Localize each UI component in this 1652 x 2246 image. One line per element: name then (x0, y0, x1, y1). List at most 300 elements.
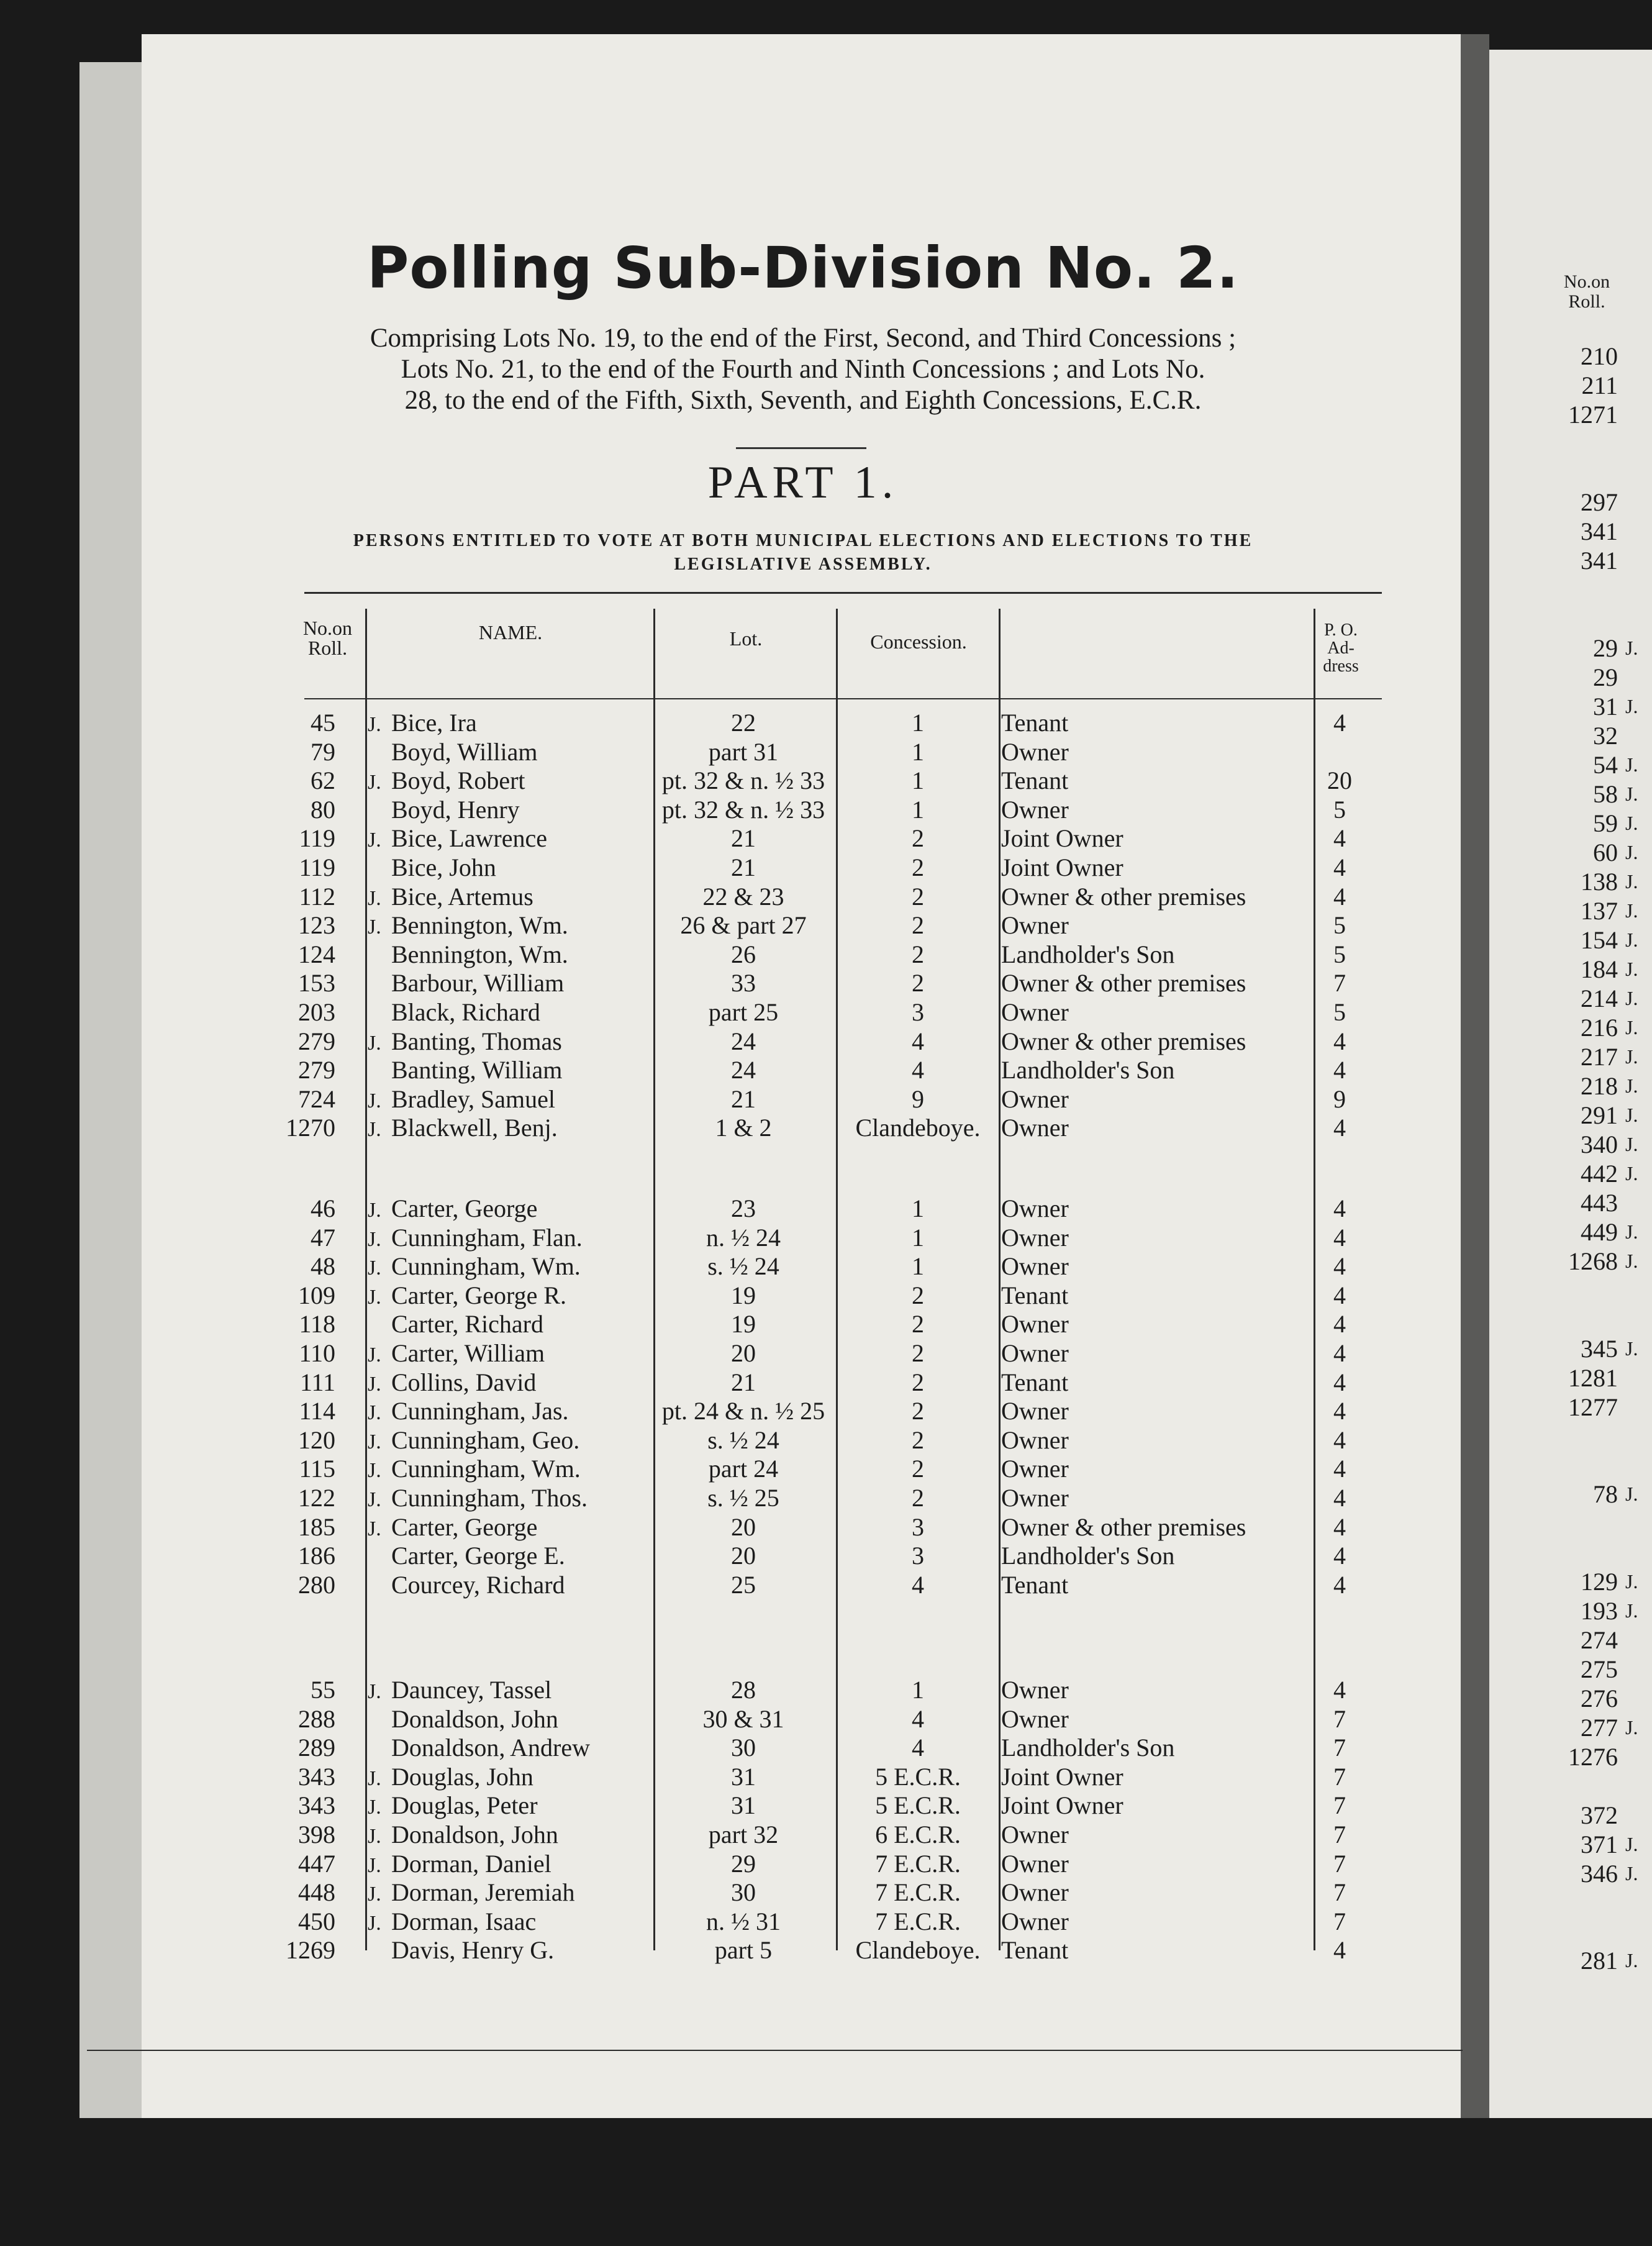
juror-mark: J. (368, 1796, 381, 1819)
name-cell (368, 1084, 653, 1116)
adjacent-roll-number: 214 (1581, 984, 1618, 1012)
juror-mark: J. (368, 1032, 381, 1055)
roll-number: 124 (298, 940, 335, 968)
name-cell (368, 795, 653, 824)
juror-mark: J. (368, 1344, 381, 1366)
juror-mark: J. (368, 1118, 381, 1141)
adjacent-juror-mark: J. (1625, 987, 1638, 1009)
lot-cell: part 5 (714, 1936, 773, 1964)
po-address-cell: 4 (1333, 853, 1346, 881)
concession-cell: 3 (912, 1542, 924, 1570)
entitled-line-2: LEGISLATIVE ASSEMBLY. (674, 555, 932, 574)
voter-name: Cunningham, Wm. (391, 1252, 581, 1280)
name-cell (368, 1281, 653, 1312)
table-row (0, 1907, 1652, 1936)
table-row (0, 1512, 1652, 1542)
roll-number: 122 (298, 1484, 335, 1512)
description-cell: Tenant (1001, 1571, 1069, 1599)
roll-number: 118 (299, 1310, 335, 1338)
concession-cell: 2 (912, 1310, 924, 1338)
po-address-cell: 20 (1327, 766, 1352, 794)
roll-number: 279 (298, 1027, 335, 1055)
description-cell: Owner (1001, 1397, 1069, 1425)
name-cell (368, 1055, 653, 1084)
roll-number: 46 (311, 1194, 335, 1222)
concession-cell: 7 E.C.R. (875, 1878, 961, 1906)
voter-name: Donaldson, John (391, 1705, 558, 1733)
roll-number: 109 (298, 1281, 335, 1309)
lot-cell: 20 (731, 1513, 756, 1541)
description-cell: Tenant (1001, 709, 1069, 737)
table-row (0, 1570, 1652, 1599)
roll-number: 185 (298, 1513, 335, 1541)
concession-cell: 7 E.C.R. (875, 1850, 961, 1878)
po-address-cell: 4 (1333, 1542, 1346, 1570)
adjacent-juror-mark: J. (1625, 841, 1638, 863)
table-row (0, 1935, 1652, 1965)
voter-name: Boyd, Henry (391, 796, 520, 824)
po-address-cell: 5 (1333, 911, 1346, 939)
name-cell (368, 882, 653, 913)
concession-cell: 4 (912, 1705, 924, 1733)
adjacent-juror-mark: J. (1625, 783, 1638, 805)
lot-cell: pt. 32 & n. ½ 33 (661, 766, 825, 794)
po-address-cell: 4 (1333, 1455, 1346, 1483)
name-cell (368, 1339, 653, 1370)
voter-name: Donaldson, John (391, 1821, 558, 1848)
adjacent-juror-mark: J. (1625, 870, 1638, 893)
description-cell: Owner (1001, 1878, 1069, 1906)
concession-cell: 2 (912, 940, 924, 968)
table-row (0, 1339, 1652, 1368)
table-row (0, 737, 1652, 766)
roll-number: 289 (298, 1734, 335, 1762)
juror-mark: J. (368, 887, 381, 910)
description-cell: Landholder's Son (1001, 940, 1175, 968)
table-row (0, 1396, 1652, 1425)
adjacent-roll-number: 59 (1593, 809, 1618, 837)
description-cell: Owner (1001, 1339, 1069, 1367)
voter-name: Blackwell, Benj. (391, 1114, 558, 1142)
po-address-cell: 4 (1333, 1310, 1346, 1338)
adjacent-roll-number: 193 (1581, 1597, 1618, 1625)
concession-cell: 2 (912, 1339, 924, 1367)
adjacent-roll-number: 346 (1581, 1860, 1618, 1888)
description-cell: Landholder's Son (1001, 1056, 1175, 1084)
voter-name: Douglas, Peter (391, 1791, 538, 1819)
lot-cell: 26 & part 27 (680, 911, 807, 939)
description-cell: Owner (1001, 1085, 1069, 1113)
name-cell (368, 1541, 653, 1570)
roll-number: 110 (299, 1339, 335, 1367)
table-row (0, 1849, 1652, 1878)
concession-cell: 7 E.C.R. (875, 1907, 961, 1935)
concession-cell: 4 (912, 1571, 924, 1599)
po-address-cell: 7 (1333, 1791, 1346, 1819)
juror-mark: J. (368, 1228, 381, 1251)
adjacent-juror-mark: J. (1625, 812, 1638, 834)
po-address-cell: 7 (1333, 1734, 1346, 1762)
description-cell: Owner (1001, 1907, 1069, 1935)
adjacent-juror-mark: J. (1625, 899, 1638, 922)
po-address-cell: 7 (1333, 1850, 1346, 1878)
header-concession: Concession. (870, 630, 967, 653)
concession-cell: 4 (912, 1734, 924, 1762)
voter-name: Dorman, Daniel (391, 1850, 551, 1878)
voter-name: Bradley, Samuel (391, 1085, 556, 1113)
concession-cell: 2 (912, 1484, 924, 1512)
adjacent-juror-mark: J. (1625, 1104, 1638, 1126)
lot-cell: 19 (731, 1281, 756, 1309)
name-cell (368, 1849, 653, 1880)
adjacent-roll-number: 371 (1581, 1830, 1618, 1858)
table-row (0, 1820, 1652, 1849)
name-cell (368, 853, 653, 882)
adjacent-roll-number: 217 (1581, 1043, 1618, 1071)
adjacent-juror-mark: J. (1625, 1599, 1638, 1622)
adjacent-juror-mark: J. (1625, 1045, 1638, 1068)
adjacent-header-roll: No.on Roll. (1563, 271, 1610, 312)
adjacent-roll-number: 210 (1581, 342, 1618, 370)
adjacent-roll-number: 297 (1581, 488, 1618, 516)
adjacent-roll-number: 184 (1581, 955, 1618, 983)
adjacent-roll-number: 31 (1593, 693, 1618, 721)
po-address-cell: 4 (1333, 1224, 1346, 1252)
concession-cell: 2 (912, 911, 924, 939)
table-row (0, 1733, 1652, 1762)
name-cell (368, 1113, 653, 1144)
description-cell: Owner (1001, 1426, 1069, 1454)
voter-name: Bennington, Wm. (391, 911, 568, 939)
adjacent-roll-number: 129 (1581, 1568, 1618, 1596)
adjacent-juror-mark: J. (1625, 1337, 1638, 1360)
roll-number: 119 (299, 824, 335, 852)
table-top-rule (304, 592, 1382, 594)
lot-cell: 24 (731, 1056, 756, 1084)
description-cell: Owner (1001, 1705, 1069, 1733)
table-row (0, 968, 1652, 998)
description-cell: Joint Owner (1001, 1791, 1123, 1819)
adjacent-roll-number: 274 (1581, 1626, 1618, 1654)
voter-name: Douglas, John (391, 1763, 533, 1791)
po-address-cell: 5 (1333, 998, 1346, 1026)
adjacent-roll-number: 154 (1581, 926, 1618, 954)
lot-cell: 29 (731, 1850, 756, 1878)
adjacent-juror-mark: J. (1625, 1716, 1638, 1739)
po-address-cell: 7 (1333, 1878, 1346, 1906)
header-bottom-rule (304, 698, 1382, 699)
adjacent-roll-number: 443 (1581, 1189, 1618, 1217)
adjacent-juror-mark: J. (1625, 1221, 1638, 1243)
voter-name: Bennington, Wm. (391, 940, 568, 968)
name-cell (368, 1027, 653, 1058)
roll-number: 288 (298, 1705, 335, 1733)
name-cell (368, 1309, 653, 1339)
lot-cell: part 25 (708, 998, 779, 1026)
name-cell (368, 1223, 653, 1254)
name-cell (368, 1570, 653, 1599)
adjacent-roll-number: 218 (1581, 1072, 1618, 1100)
table-row (0, 795, 1652, 824)
po-address-cell: 5 (1333, 796, 1346, 824)
header-name: NAME. (478, 621, 543, 643)
concession-cell: 2 (912, 1397, 924, 1425)
voter-name: Cunningham, Wm. (391, 1455, 581, 1483)
adjacent-roll-number: 58 (1593, 780, 1618, 808)
po-address-cell: 4 (1333, 1194, 1346, 1222)
lot-cell: 19 (731, 1310, 756, 1338)
entitled-line-1: PERSONS ENTITLED TO VOTE AT BOTH MUNICIPAL ELECTIONS AND ELECTIONS TO THE (353, 531, 1253, 550)
juror-mark: J. (368, 1401, 381, 1424)
description-cell: Joint Owner (1001, 824, 1123, 852)
name-cell (368, 1791, 653, 1822)
part-rule (736, 447, 866, 449)
table-row (0, 708, 1652, 737)
table-row (0, 1113, 1652, 1142)
voter-name: Barbour, William (391, 969, 565, 997)
description-cell: Owner (1001, 1484, 1069, 1512)
description-cell: Owner (1001, 1194, 1069, 1222)
roll-number: 450 (298, 1907, 335, 1935)
roll-number: 123 (298, 911, 335, 939)
adjacent-juror-mark: J. (1625, 1250, 1638, 1272)
lot-cell: 30 & 31 (702, 1705, 784, 1733)
concession-cell: 2 (912, 853, 924, 881)
po-address-cell: 7 (1333, 1821, 1346, 1848)
name-cell (368, 1425, 653, 1457)
adjacent-roll-number: 138 (1581, 868, 1618, 896)
adjacent-juror-mark: J. (1625, 1133, 1638, 1155)
juror-mark: J. (368, 1199, 381, 1222)
table-row (0, 882, 1652, 911)
juror-mark: J. (368, 1089, 381, 1112)
roll-number: 115 (299, 1455, 335, 1483)
lot-cell: 21 (731, 1368, 756, 1396)
adjacent-roll-number: 60 (1593, 839, 1618, 866)
voter-name: Black, Richard (391, 998, 540, 1026)
roll-number: 47 (311, 1224, 335, 1252)
voter-name: Carter, George E. (391, 1542, 565, 1570)
adjacent-roll-number: 1281 (1568, 1364, 1618, 1392)
part-heading: PART 1. (707, 457, 899, 508)
lot-cell: pt. 32 & n. ½ 33 (661, 796, 825, 824)
roll-number: 1270 (286, 1114, 335, 1142)
juror-mark: J. (368, 1854, 381, 1877)
juror-mark: J. (368, 771, 381, 794)
juror-mark: J. (368, 1257, 381, 1280)
name-cell (368, 1820, 653, 1851)
juror-mark: J. (368, 1373, 381, 1396)
lot-cell: 24 (731, 1027, 756, 1055)
concession-cell: 3 (912, 998, 924, 1026)
table-row (0, 1541, 1652, 1570)
concession-cell: 1 (912, 1224, 924, 1252)
concession-cell: 1 (912, 1676, 924, 1704)
concession-cell: 1 (912, 1194, 924, 1222)
roll-number: 112 (299, 883, 335, 911)
table-row (0, 1309, 1652, 1339)
lot-cell: 23 (731, 1194, 756, 1222)
description-cell: Owner (1001, 796, 1069, 824)
concession-cell: 2 (912, 824, 924, 852)
adjacent-roll-number: 281 (1581, 1947, 1618, 1975)
voter-name: Collins, David (391, 1368, 537, 1396)
po-address-cell: 4 (1333, 1056, 1346, 1084)
concession-cell: 2 (912, 1455, 924, 1483)
adjacent-roll-number: 442 (1581, 1160, 1618, 1188)
concession-cell: 2 (912, 1368, 924, 1396)
juror-mark: J. (368, 1767, 381, 1790)
roll-number: 343 (298, 1763, 335, 1791)
description-cell: Owner (1001, 738, 1069, 766)
lot-cell: 33 (731, 969, 756, 997)
table-row (0, 1675, 1652, 1704)
roll-number: 1269 (286, 1936, 335, 1964)
name-cell (368, 1878, 653, 1909)
po-address-cell: 4 (1333, 1114, 1346, 1142)
adjacent-roll-number: 291 (1581, 1101, 1618, 1129)
description-cell: Owner (1001, 1821, 1069, 1848)
voter-name: Bice, Lawrence (391, 824, 547, 852)
adjacent-juror-mark: J. (1625, 1162, 1638, 1184)
adjacent-juror-mark: J. (1625, 958, 1638, 980)
juror-mark: J. (368, 1286, 381, 1309)
table-row (0, 1055, 1652, 1084)
voter-name: Courcey, Richard (391, 1571, 565, 1599)
name-cell (368, 1935, 653, 1965)
voter-name: Carter, George (391, 1513, 538, 1541)
po-address-cell: 4 (1333, 1368, 1346, 1396)
adjacent-roll-number: 341 (1581, 517, 1618, 545)
adjacent-juror-mark: J. (1625, 1016, 1638, 1039)
name-cell (368, 737, 653, 766)
po-address-cell: 4 (1333, 1571, 1346, 1599)
voter-name: Carter, George (391, 1194, 538, 1222)
po-address-cell: 4 (1333, 709, 1346, 737)
description-cell: Owner (1001, 1455, 1069, 1483)
name-cell (368, 824, 653, 855)
subtitle-line-3: 28, to the end of the Fifth, Sixth, Seventh, and Eighth Concessions, E.C.R. (404, 386, 1202, 415)
roll-number: 114 (299, 1397, 335, 1425)
table-row (0, 1027, 1652, 1056)
table-row (0, 824, 1652, 853)
lot-cell: 31 (731, 1763, 756, 1791)
table-row (0, 1483, 1652, 1512)
voter-name: Dorman, Jeremiah (391, 1878, 575, 1906)
roll-number: 398 (298, 1821, 335, 1848)
name-cell (368, 1733, 653, 1762)
description-cell: Owner (1001, 998, 1069, 1026)
description-cell: Landholder's Son (1001, 1542, 1175, 1570)
juror-mark: J. (368, 829, 381, 852)
description-cell: Joint Owner (1001, 1763, 1123, 1791)
table-row (0, 1425, 1652, 1455)
concession-cell: Clandeboye. (855, 1114, 981, 1142)
lot-cell: 21 (731, 1085, 756, 1113)
table-row (0, 853, 1652, 882)
lot-cell: s. ½ 24 (707, 1252, 779, 1280)
table-row (0, 1791, 1652, 1820)
adjacent-roll-number: 54 (1593, 751, 1618, 779)
description-cell: Owner (1001, 1676, 1069, 1704)
name-cell (368, 1252, 653, 1283)
voter-name: Boyd, Robert (391, 766, 525, 794)
concession-cell: 5 E.C.R. (875, 1763, 961, 1791)
po-address-cell: 4 (1333, 824, 1346, 852)
adjacent-juror-mark: J. (1625, 1862, 1638, 1885)
lot-cell: pt. 24 & n. ½ 25 (661, 1397, 825, 1425)
roll-number: 120 (298, 1426, 335, 1454)
concession-cell: 1 (912, 796, 924, 824)
roll-number: 62 (311, 766, 335, 794)
voter-name: Dauncey, Tassel (391, 1676, 552, 1704)
po-address-cell: 4 (1333, 1513, 1346, 1541)
concession-cell: 4 (912, 1027, 924, 1055)
po-address-cell: 4 (1333, 1027, 1346, 1055)
po-address-cell: 4 (1333, 1484, 1346, 1512)
po-address-cell: 4 (1333, 1676, 1346, 1704)
table-row (0, 1762, 1652, 1791)
concession-cell: 1 (912, 738, 924, 766)
po-address-cell: 9 (1333, 1085, 1346, 1113)
adjacent-roll-number: 277 (1581, 1714, 1618, 1742)
adjacent-roll-number: 341 (1581, 547, 1618, 575)
lot-cell: 30 (731, 1734, 756, 1762)
description-cell: Joint Owner (1001, 853, 1123, 881)
header-lot: Lot. (729, 627, 763, 650)
adjacent-roll-number: 29 (1593, 663, 1618, 691)
voter-name: Carter, William (391, 1339, 545, 1367)
page-bottom-rule (87, 2050, 1463, 2051)
roll-number: 48 (311, 1252, 335, 1280)
description-cell: Owner (1001, 1224, 1069, 1252)
po-address-cell: 7 (1333, 969, 1346, 997)
adjacent-roll-number: 32 (1593, 722, 1618, 750)
voter-name: Dorman, Isaac (391, 1907, 537, 1935)
name-cell (368, 1194, 653, 1225)
lot-cell: part 32 (708, 1821, 779, 1848)
table-row (0, 1084, 1652, 1114)
table-row (0, 1194, 1652, 1223)
description-cell: Owner (1001, 1850, 1069, 1878)
header-po-address: P. O. Ad- dress (1323, 621, 1359, 676)
table-row (0, 1368, 1652, 1397)
roll-number: 343 (298, 1791, 335, 1819)
adjacent-juror-mark: J. (1625, 637, 1638, 659)
name-cell (368, 1704, 653, 1734)
adjacent-roll-number: 29 (1593, 634, 1618, 662)
juror-mark: J. (368, 1825, 381, 1848)
adjacent-juror-mark: J. (1625, 753, 1638, 776)
voter-name: Bice, John (391, 853, 496, 881)
juror-mark: J. (368, 1517, 381, 1540)
name-cell (368, 1512, 653, 1544)
voter-name: Bice, Ira (391, 709, 477, 737)
concession-cell: 2 (912, 969, 924, 997)
voter-name: Banting, Thomas (391, 1027, 562, 1055)
name-cell (368, 940, 653, 969)
roll-number: 153 (298, 969, 335, 997)
adjacent-juror-mark: J. (1625, 929, 1638, 951)
description-cell: Tenant (1001, 766, 1069, 794)
name-cell (368, 1675, 653, 1706)
lot-cell: 26 (731, 940, 756, 968)
name-cell (368, 1762, 653, 1793)
lot-cell: 22 (731, 709, 756, 737)
voter-name: Cunningham, Flan. (391, 1224, 583, 1252)
table-row (0, 911, 1652, 940)
po-address-cell: 5 (1333, 940, 1346, 968)
